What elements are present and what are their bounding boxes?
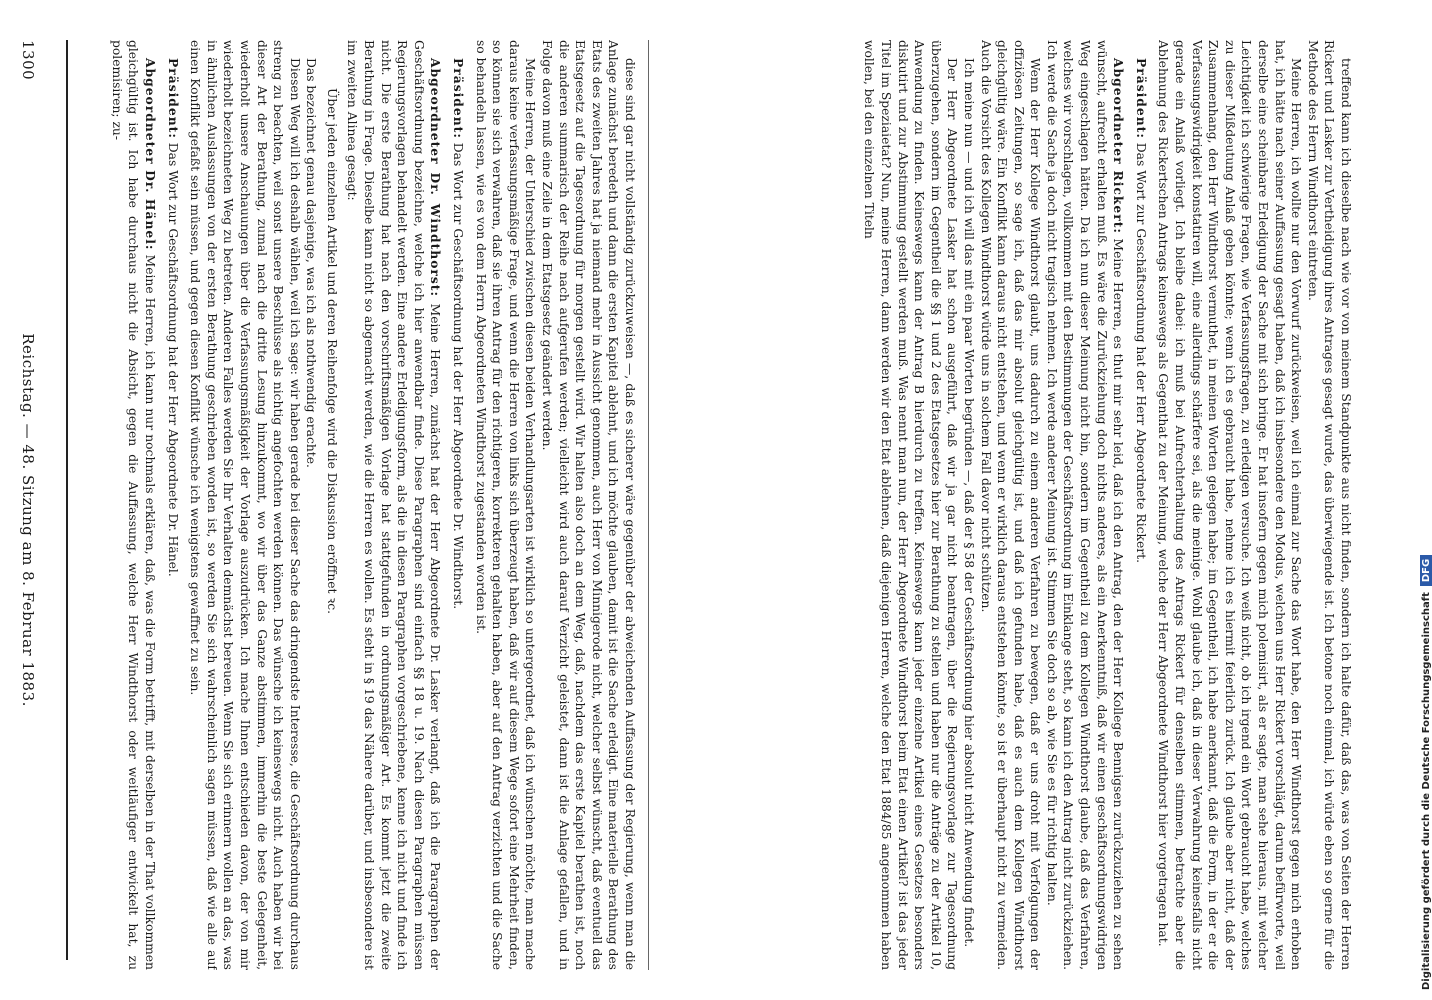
- credit-text: Digitalisierung gefördert durch die Deutsche Forschungsgemeinschaft: [1420, 592, 1432, 990]
- speaker-name: Präsident:: [165, 58, 181, 139]
- body-paragraph: diese sind gar nicht vollständig zurückzuweisen —, daß es sicherer wäre gegenüber der abweichenden Auffassung der Regierung, wenn man die Anlage zunächst beredeth und dann die ersten Kapitel ablehnt, und ich möchte glauben, damit ist die Sache erledigt. Eine materielle Berathung des Etats des zweiten Jahres hat ja niemand mehr in Aussicht genommen, auch Herr von Minnigerode nicht, welcher selbst wünscht, daß eventuell das Etatsgesetz auf die Tagesordnung für morgen gestellt wird. Wir halten also doch an dem Weg, daß, nachdem das erste Kapitel berathen ist, noch die anderen summarisch der Reihe nach aufgerufen werden; vielleicht wird auch darauf Verzicht geleistet, dann ist die Anlage gefallen, und in Folge davon muß eine Zeile in dem Etatsgesetz geändert werden.: [540, 40, 637, 970]
- header-title: Reichstag. — 48. Sitzung am 8. Februar 1883.: [19, 333, 37, 707]
- column-divider: [648, 40, 649, 970]
- speech-paragraph: [344, 40, 444, 970]
- speech-paragraph: [164, 40, 181, 970]
- speech-paragraph: [449, 40, 466, 970]
- speech-text: Meine Herren, ich kann nur nochmals erklären, daß, was die Form betrifft, mit derselben in der That vollkommen gleichgültig ist. Ich habe durchaus nicht die Absicht, gegen die Auffassung, welche Herr Windthorst oder weitläufiger entwickelt hat, zu polemisiren; zu-: [109, 40, 157, 970]
- speaker-name: Abgeordneter Dr. Windthorst:: [428, 58, 444, 298]
- body-paragraph: Der Herr Abgeordnete Lasker hat schon ausgeführt, daß wir ja gar nicht beantragen, über die Regierungsvorlage zur Tagesordnung überzugehen, sondern im Gegentheil die §§ 1 und 2 des Etatsgesetzes hier zur Berathung zu stellen und haben nur die Anträge zu der Artikel 10, Anwendung zu finden. Keineswegs kann der Antrag B hierdurch zu treffen. Keineswegs kann jeder einzelne Artikel eines Gesetzes besonders diskutirt und zur Abstimmung gestellt werden muß. Was nennt man nun, der Herr Abgeordnete Windthorst beim Etat einen Artikel? ist das jeder Titel im Speziaietat? Nun, meine Herren, dann werden wir den Etat ablehnen, daß diejenigen Herren, welche den Etat 1884/85 angenommen haben wollen, bei den einzelnen Titeln: [862, 40, 960, 970]
- text-column-2: [664, 40, 1354, 970]
- speaker-name: Abgeordneter Rickert:: [1111, 58, 1127, 234]
- speech-paragraph: [108, 40, 158, 970]
- header-rule: [66, 40, 68, 960]
- speech-text: Meine Herren, es thut mir sehr leid, daß ich den Antrag, den der Herr Kollege Bennigsen zurückzuziehen zu sehen wünscht, aufrecht erhalten muß. Es wäre die Zurückziehung doch nichts anderes, als ein Anerkenntniß, daß wir einen geschäftsordnungswidrigen Weg eingeschlagen hätten. Da ich nun dieser Meinung nicht bin, sondern im Gegentheil zu dem Kollegen Windthorst glaube, daß das Verfahren, welches wir vorschlagen, vollkommen mit den Bestimmungen der Geschäftsordnung im Einklange steht, so kann ich den Antrag nicht zurückziehen. Ich werde die Sache ja doch nicht tragisch nehmen. Ich werde anderer Meinung ist. Stimmen Sie doch so ab, wie Sie es für richtig halten.: [1044, 40, 1126, 970]
- body-paragraph: Meine Herren, der Unterschied zwischen diesen beiden Verhandlungsarten ist wirklich so untergeordnet, daß ich wünschen möchte, man mache daraus keine verfassungsmäßige Frage, und wenn die Herren von links sich überzeugt haben, daß wir auf diesem Wege sofort eine Mehrheit finden, so können sie sich verwahren, daß sie ihren Antrag für den richtigeren, korrekteren gehalten haben, aber auf den Antrag verzichten und die Sache so behandeln lassen, wie es von dem Herrn Abgeordneten Windthorst zugestanden worden ist.: [473, 40, 538, 970]
- speech-paragraph: [1132, 40, 1149, 970]
- digitization-credit: [1392, 0, 1432, 1000]
- body-paragraph: Diesen Weg will ich deshalb wählen, weil ich sage: wir haben gerade bei dieser Sache das dringendste Interesse, die Geschäftsordnung durchaus streng zu beachten, weil sonst unsere Beschlüsse als nichtig angefochten werden können. Das wünsche ich keineswegs nicht. Auch haben wir bei dieser Art der Berathung, zumal nach die dritte Lesung hinzukommt, wo wir über das Ganze abstimmen, immerhin die beste Gelegenheit, wiederholt unsere Anschauungen über die Verfassungsmäßigkeit der Vorlage auszudrücken. Ich mache Ihnen entschieden davon, der von mir wiederholt bezeichneten Weg zu betreten. Anderen Falles werden Sie Ihr Verhalten demnächst bereuen. Wenn Sie sich erinnern wollen an das, was in ähnlichen Auslassungen von der ersten Berathung geschrieben worden ist, so werden Sie sich wahrscheinlich sagen müssen, daß wie alle auf einen Konflikt gefaßt sein müssen, und gegen diesen Konflikt wünsche ich wenigstens gewaffnet zu sein.: [188, 40, 302, 970]
- running-header: [8, 40, 48, 960]
- speech-text: Meine Herren, zunächst hat der Herr Abgeordnete Dr. Lasker verlangt, daß ich die Paragraphen der Geschäftsordnung bezeichne, welche ich hier anwendbar finde. Diese Paragraphen sind einfach §§ 18 u. 19. Nach diesen Paragraphen müssen Regierungsvorlagen behandelt werden. Eine andere Erledigungsform, als die in diesen Paragraphen vorgeschriebene, kenne ich nicht und finde ich nicht. Die erste Berathung hat nach den vorschriftsmäßigen Vorlage hat stattgefunden in ordnungsmäßiger Art. Es kommt jetzt die zweite Berathung in Frage. Dieselbe kann nicht so abgemacht werden, wie die Herren es wollen. Es steht in § 19 das Nähere darüber, und insbesondere ist im zweiten Alinea gesagt:: [345, 40, 443, 970]
- body-paragraph: Wenn der Herr Kollege Windthorst glaubt, uns dadurch zu einem anderen Verfahren zu bewegen, daß er uns droht mit Verfolgungen der offiziösen Zeitungen, so sage ich, daß das mir absolut gleichgültig ist, und daß ich gefunden habe, daß es auch dem Kollegen Windthorst gleichgültig wäre. Ein Konflikt kann daraus nicht entstehen, und wenn er wirklich daraus entstehen könnte, so ist er überhaupt nicht zu vermeiden. Auch die Vorsicht des Kollegen Windthorst würde uns in solchem Fall davor nicht schützen.: [978, 40, 1043, 970]
- text-column-1: [78, 40, 638, 970]
- speech-text: Das Wort zur Geschäftsordnung hat der Herr Abgeordnete Dr. Windthorst.: [451, 142, 466, 610]
- speaker-name: Abgeordneter Dr. Hänel:: [142, 58, 158, 251]
- speaker-name: Präsident:: [1133, 58, 1149, 139]
- body-paragraph: Ich meine nun — und ich will das mit ein paar Worten begründen —, daß der § 58 der Geschäftsordnung hier absolut nicht Anwendung findet.: [961, 58, 976, 948]
- quoted-paragraph: Über jeden einzelnen Artikel und deren Reihenfolge wird die Diskussion eröffnet ꝛc.: [324, 88, 339, 615]
- dfg-logo: DFG: [1420, 555, 1432, 586]
- speaker-name: Präsident:: [451, 58, 467, 139]
- body-paragraph: Das bezeichnet genau dasjenige, was ich als nothwendig erachte.: [304, 58, 319, 468]
- body-paragraph: Meine Herren, ich wollte nur den Vorwurf zurückweisen, weil ich einmal zur Sache das Wort habe, den Herr Windthorst gegen mich erhoben hat, ich hätte nach seiner Auffassung gesagt haben, daß ich insbesondere den Modus, welchen uns Herr Rickert vorschlägt, darum befürworte, weil derselbe eine scheinbare Erledigung der Sache mit sich bringe. Er hat insofern gegen mich polemisirt, als er sagte, man sehe hieraus, mit welcher Leichtigkeit ich schwierige Fragen, wie Verfassungsfragen, zu erledigen versuche. Ich weiß nicht, ob ich irgend ein Wort gebraucht habe, welches zu dieser Mißdeutung Anlaß geben könnte; wenn ich es gebraucht habe, nehme ich es hiermit feierlich zurück. Ich glaube aber nicht, daß der Zusammenhang, den Herr Windthorst vermuthet, in meinen Worten gelegen habe; im Gegentheil, ich habe anerkannt, daß die Form, in der er die Verfassungswidrigkeit konstatiren will, eine allerdings schärfere sei, als die meinige. Wohl glaube ich, daß in dieser Verwahrung keinesfalls nicht gerade ein Anlaß vorliegt. Ich bleibe dabei: ich muß bei Aufrechterhaltung des Antrags Rickert für denselben stimmen, betrachte aber die Ablehnung des Rickertschen Antrags keineswegs als Gegenthat zu der Meinung, welche der Herr Abgeordnete Windthorst hier vorgetragen hat.: [1156, 40, 1304, 970]
- speech-paragraph: [1043, 40, 1126, 970]
- speech-text: Das Wort zur Geschäftsordnung hat der Herr Abgeordnete Dr. Hänel.: [165, 142, 180, 577]
- page-number: 1300: [19, 40, 37, 81]
- body-paragraph: treffend kann ich dieselbe nach wie vor von meinem Standpunkte aus nicht finden, sondern ich halte dafür, daß das, was von Seiten der Herren Rickert und Lasker zur Vertheidigung ihres Antrages gesagt wurde, das überwiegende ist. Ich betone noch einmal, ich würde eben so gerne für die Methode des Herrn Windthorst eintreten.: [1305, 40, 1353, 970]
- speech-text: Das Wort zur Geschäftsordnung hat der Herr Abgeordnete Rickert.: [1133, 142, 1148, 563]
